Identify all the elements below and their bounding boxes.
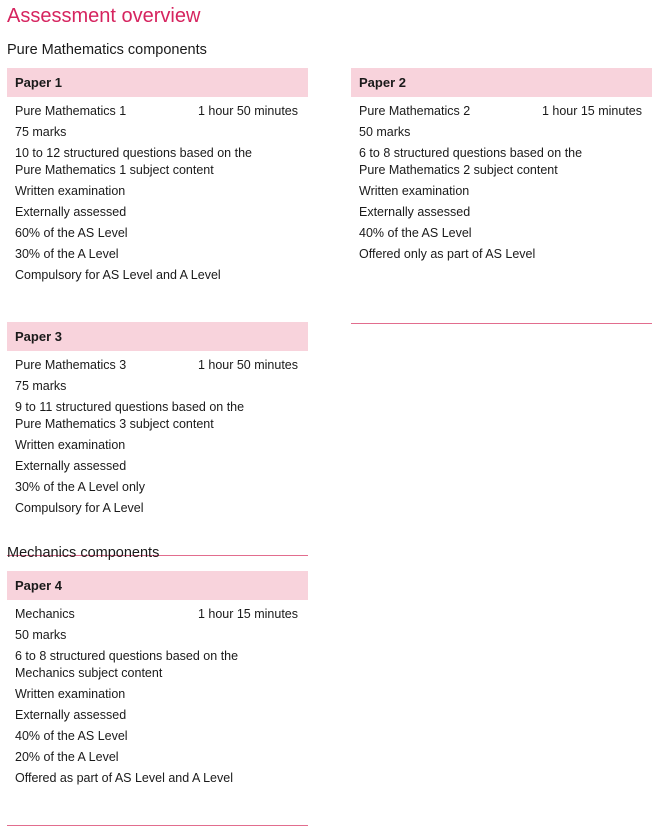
duration: 1 hour 50 minutes (197, 104, 298, 118)
marks: 50 marks (15, 628, 67, 642)
paper-header: Paper 3 (7, 322, 308, 351)
paper-2-box (351, 68, 652, 324)
page-title: Assessment overview (7, 5, 201, 27)
availability: Compulsory for A Level (15, 501, 144, 515)
paper-4-box (7, 571, 308, 826)
component-row (15, 357, 298, 374)
section-heading-mechanics: Mechanics components (7, 545, 160, 561)
weighting-a: 30% of the A Level only (15, 480, 145, 494)
paper-header: Paper 4 (7, 571, 308, 600)
weighting-as: 60% of the AS Level (15, 226, 128, 240)
exam-type: Written examination (15, 438, 126, 452)
questions-description: 9 to 11 structured questions based on the Pure Mathematics 3 subject content (15, 400, 245, 431)
availability: Offered only as part of AS Level (359, 247, 536, 261)
component-name: Pure Mathematics 2 (359, 104, 471, 118)
questions-description: 10 to 12 structured questions based on the Pure Mathematics 1 subject content (15, 146, 252, 177)
duration: 1 hour 15 minutes (541, 104, 642, 118)
availability: Compulsory for AS Level and A Level (15, 268, 221, 282)
weighting-a: 30% of the A Level (15, 247, 119, 261)
paper-header: Paper 1 (7, 68, 308, 97)
component-name: Pure Mathematics 3 (15, 358, 127, 372)
exam-type: Written examination (15, 184, 126, 198)
paper-body (7, 351, 308, 556)
component-name: Mechanics (15, 607, 75, 621)
component-name: Pure Mathematics 1 (15, 104, 127, 118)
paper-3-box (7, 322, 308, 556)
assessment-type: Externally assessed (15, 459, 127, 473)
component-row (359, 103, 642, 120)
assessment-type: Externally assessed (15, 205, 127, 219)
availability: Offered as part of AS Level and A Level (15, 771, 233, 785)
weighting-as: 40% of the AS Level (15, 729, 128, 743)
paper-header: Paper 2 (351, 68, 652, 97)
paper-body (7, 97, 308, 324)
weighting-as: 40% of the AS Level (359, 226, 472, 240)
duration: 1 hour 15 minutes (197, 607, 298, 621)
paper-body (7, 600, 308, 826)
component-row (15, 606, 298, 623)
duration: 1 hour 50 minutes (197, 358, 298, 372)
assessment-type: Externally assessed (359, 205, 471, 219)
paper-1-box (7, 68, 308, 324)
exam-type: Written examination (359, 184, 470, 198)
marks: 75 marks (15, 379, 67, 393)
weighting-a: 20% of the A Level (15, 750, 119, 764)
paper-body (351, 97, 652, 324)
marks: 50 marks (359, 125, 411, 139)
questions-description: 6 to 8 structured questions based on the Mechanics subject content (15, 649, 239, 680)
exam-type: Written examination (15, 687, 126, 701)
section-heading-pure: Pure Mathematics components (7, 42, 207, 58)
questions-description: 6 to 8 structured questions based on the Pure Mathematics 2 subject content (359, 146, 583, 177)
marks: 75 marks (15, 125, 67, 139)
component-row (15, 103, 298, 120)
assessment-type: Externally assessed (15, 708, 127, 722)
